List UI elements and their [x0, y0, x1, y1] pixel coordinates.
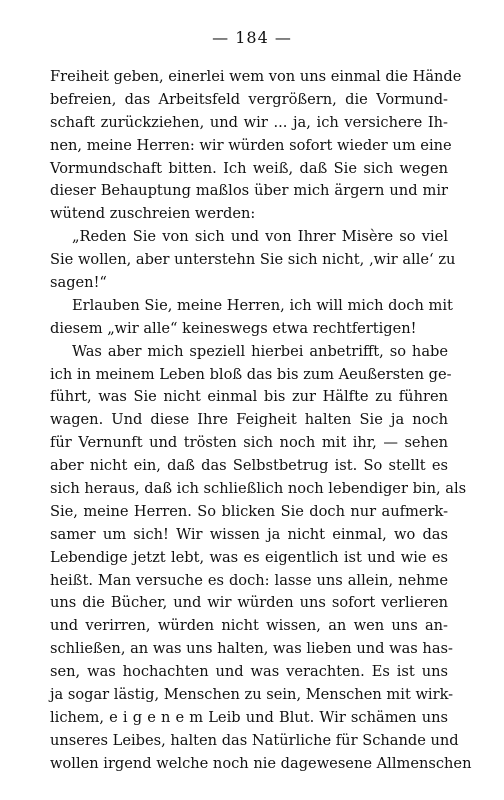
text-line: sen, was hochachten und was verachten. Es ist uns	[50, 663, 448, 681]
text-line: lichem, e i g e n e m Leib und Blut. Wir schämen uns	[50, 708, 448, 726]
text-line: ja sogar lästig, Menschen zu sein, Menschen mit wirk-	[50, 686, 454, 704]
text-line: nen, meine Herren: wir würden sofort wieder um eine	[50, 136, 452, 154]
text-line: Was aber mich speziell hierbei anbetrifft, so habe	[72, 342, 448, 360]
text-line: und verirren, würden nicht wissen, an wen uns an-	[50, 617, 448, 635]
text-line: sich heraus, daß ich schließlich noch lebendiger bin, als	[50, 480, 467, 498]
text-line: uns die Bücher, und wir würden uns sofort verlieren	[50, 594, 448, 612]
text-line: wagen. Und diese Ihre Feigheit halten Sie ja noch	[50, 411, 448, 429]
text-line: befreien, das Arbeitsfeld vergrößern, die Vormund-	[50, 90, 448, 108]
text-line: für Vernunft und trösten sich noch mit ihr, — sehen	[50, 434, 448, 452]
text-line: unseres Leibes, halten das Natürliche für Schande und	[50, 731, 459, 749]
body-text	[50, 66, 472, 776]
text-line: führt, was Sie nicht einmal bis zur Hälfte zu führen	[50, 388, 448, 406]
text-line: diesem „wir alle“ keineswegs etwa rechtfertigen!	[50, 319, 417, 337]
text-line: samer um sich! Wir wissen ja nicht einmal, wo das	[50, 525, 448, 543]
text-line: heißt. Man versuche es doch: lasse uns allein, nehme	[50, 571, 448, 589]
text-line: aber nicht ein, daß das Selbstbetrug ist. So stellt es	[50, 457, 448, 475]
text-line: Sie wollen, aber unterstehn Sie sich nicht, ‚wir alle‘ zu	[50, 251, 456, 269]
text-line: dieser Behauptung maßlos über mich ärgern und mir	[50, 182, 448, 200]
text-line: wollen irgend welche noch nie dagewesene Allmenschen	[50, 754, 472, 772]
text-line: sagen!“	[50, 274, 107, 292]
text-line: wütend zuschreien werden:	[50, 205, 256, 223]
text-line: schaft zurückziehen, und wir ... ja, ich versichere Ih-	[50, 113, 448, 131]
text-line: ich in meinem Leben bloß das bis zum Aeußersten ge-	[50, 365, 452, 383]
text-line: Vormundschaft bitten. Ich weiß, daß Sie sich wegen	[50, 159, 448, 177]
text-line: schließen, an was uns halten, was lieben und was has-	[50, 640, 453, 658]
page-number: — 184 —	[212, 28, 292, 47]
text-line: Erlauben Sie, meine Herren, ich will mich doch mit	[72, 296, 453, 314]
text-line: „Reden Sie von sich und von Ihrer Misère so viel	[72, 228, 448, 246]
text-line: Freiheit geben, einerlei wem von uns einmal die Hände	[50, 68, 462, 85]
text-line: Sie, meine Herren. So blicken Sie doch nur aufmerk-	[50, 502, 448, 520]
text-line: Lebendige jetzt lebt, was es eigentlich ist und wie es	[50, 548, 448, 566]
